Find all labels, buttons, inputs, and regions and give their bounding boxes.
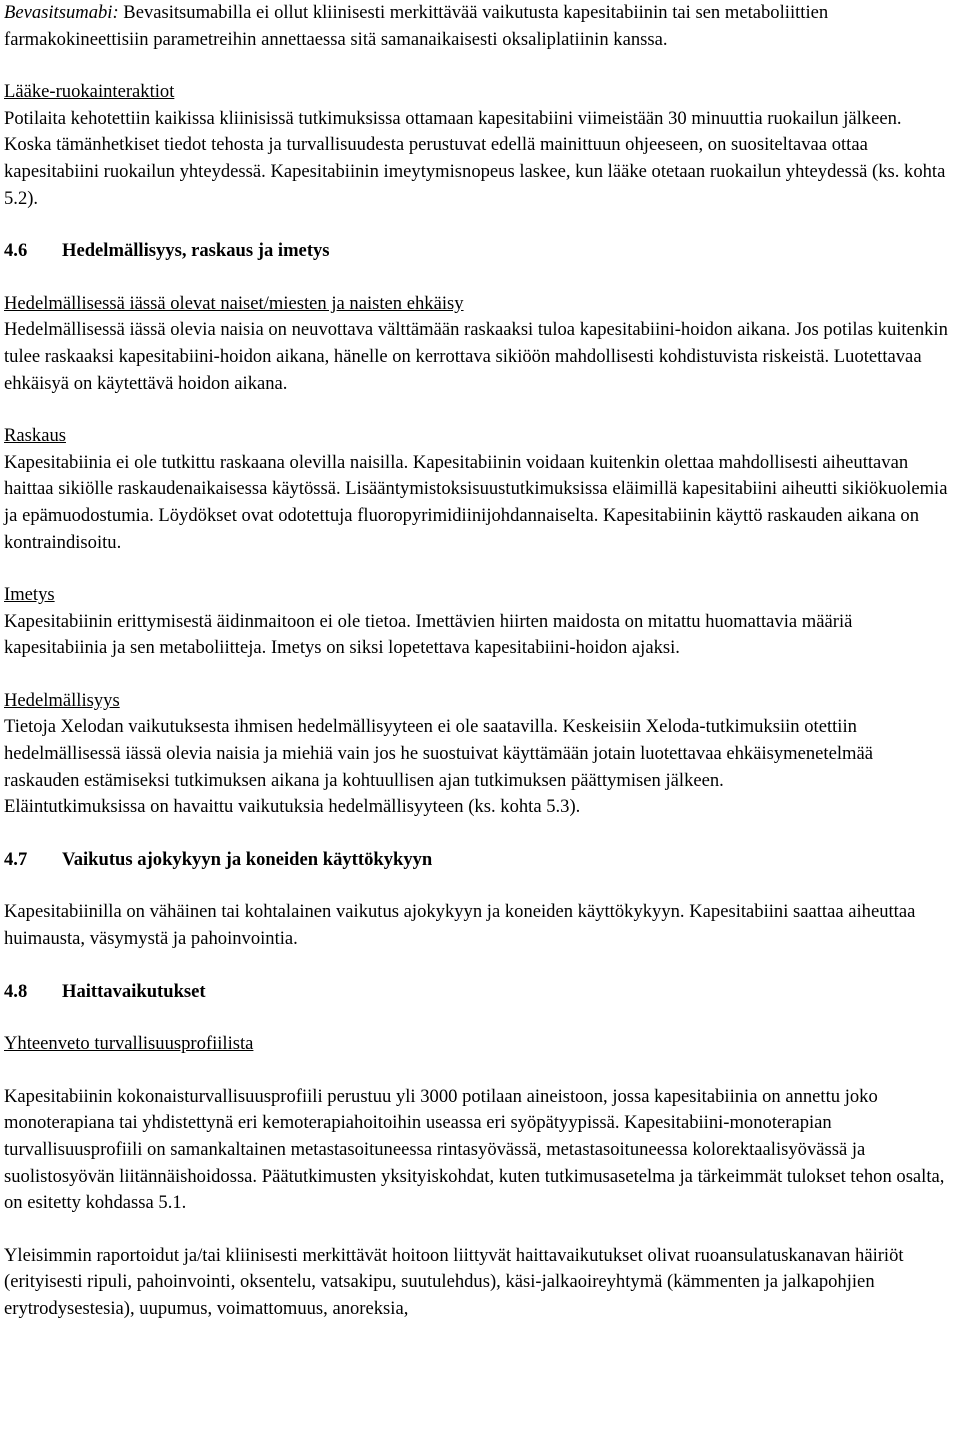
spacer (4, 1058, 948, 1084)
breastfeeding-body: Kapesitabiinin erittymisestä äidinmaitoon ei ole tietoa. Imettävien hiirten maidosta on mitattu huomattavia määriä kapesitabiinia ja sen metaboliitteja. Imetys on siksi lopetettava kapesitabiini-hoidon ajaksi. (4, 610, 853, 659)
common-adverse-effects-body: Yleisimmin raportoidut ja/tai kliinisesti merkittävät hoitoon liittyvät haittavaikutukset olivat ruoansulatuskanavan häiriöt (erityisesti ripuli, pahoinvointi, oksentelu, vatsakipu, suutulehdus), käsi-jalkaoireyhtymä (kämmenten ja jalkapohjien erytrodysestesia), uupumus, voimattomuus, anoreksia, (4, 1244, 904, 1319)
bevacizumab-text: Bevasitsumabilla ei ollut kliinisesti merkittävää vaikutusta kapesitabiinin tai sen metaboliittien farmakokineettisiin parametreihin annettaessa sitä samanaikaisesti oksaliplatiinin kanssa. (4, 2, 829, 50)
section-4-8-title: Haittavaikutukset (62, 980, 206, 1002)
section-4-8-number: 4.8 (4, 980, 28, 1002)
spacer (4, 556, 948, 582)
spacer (4, 873, 948, 899)
pregnancy-body: Kapesitabiinia ei ole tutkittu raskaana olevilla naisilla. Kapesitabiinin voidaan kuitenkin olettaa mahdollisesti aiheuttavan haittaa sikiölle raskaudenaikaisessa käytössä. Lisääntymistoksisuustutkimuksissa eläimillä kapesitabiini aiheutti sikiökuolemia ja epämuodostumia. Löydökset ovat odotettuja fluoropyrimidiinijohdannaiselta. Kapesitabiinin käyttö raskauden aikana on kontraindisoitu. (4, 451, 948, 553)
section-4-6-title: Hedelmällisyys, raskaus ja imetys (62, 240, 330, 262)
section-4-7-heading (4, 847, 948, 874)
spacer (4, 53, 948, 79)
spacer (4, 397, 948, 423)
spacer (4, 1217, 948, 1243)
contraception-body: Hedelmällisessä iässä olevia naisia on neuvottava välttämään raskaaksi tuloa kapesitabiini-hoidon aikana. Jos potilas kuitenkin tulee raskaaksi kapesitabiini-hoidon aikana, hänelle on kerrottava sikiöön mahdollisesti kohdistuvista riskeistä. Luotettavaa ehkäisyä on käytettävä hoidon aikana. (4, 319, 948, 394)
spacer (4, 821, 948, 847)
section-4-6-number: 4.6 (4, 240, 28, 262)
driving-body: Kapesitabiinilla on vähäinen tai kohtalainen vaikutus ajokykyyn ja koneiden käyttökykyyn. Kapesitabiini saattaa aiheuttaa huimausta, väsymystä ja pahoinvointia. (4, 901, 916, 950)
section-4-7-number: 4.7 (4, 848, 28, 870)
bevacizumab-paragraph (4, 0, 948, 53)
section-4-7-title: Vaikutus ajokykyyn ja koneiden käyttökykyyn (62, 848, 433, 870)
safety-summary-subheading: Yhteenveto turvallisuusprofiilista (4, 1033, 254, 1055)
contraception-subheading: Hedelmällisessä iässä olevat naiset/miesten ja naisten ehkäisy (4, 292, 464, 314)
section-4-8-heading (4, 979, 948, 1006)
food-interaction-heading: Lääke-ruokainteraktiot (4, 81, 175, 103)
spacer (4, 1005, 948, 1031)
section-4-6-heading (4, 238, 948, 265)
fertility-body: Tietoja Xelodan vaikutuksesta ihmisen hedelmällisyyteen ei ole saatavilla. Keskeisiin Xeloda-tutkimuksiin otettiin hedelmällisessä iässä olevia naisia ja miehiä vain jos he suostuivat käyttämään jotain luotettavaa ehkäisymenetelmää raskauden estämiseksi tutkimuksen aikana ja kohtuullisen ajan tutkimuksen päättymisen jälkeen. (4, 716, 873, 791)
fertility-subheading: Hedelmällisyys (4, 689, 120, 711)
fertility-animal-body: Eläintutkimuksissa on havaittu vaikutuksia hedelmällisyyteen (ks. kohta 5.3). (4, 796, 581, 818)
breastfeeding-subheading: Imetys (4, 584, 55, 606)
bevacizumab-lead: Bevasitsumabi: (4, 2, 119, 23)
pregnancy-subheading: Raskaus (4, 425, 66, 447)
spacer (4, 662, 948, 688)
food-interaction-body: Potilaita kehotettiin kaikissa kliinisissä tutkimuksissa ottamaan kapesitabiini viimeistään 30 minuuttia ruokailun jälkeen. Koska tämänhetkiset tiedot tehosta ja turvallisuudesta perustuvat edellä mainittuun ohjeeseen, on suositeltavaa ottaa kapesitabiini ruokailun yhteydessä. Kapesitabiinin imeytymisnopeus laskee, kun lääke otetaan ruokailun yhteydessä (ks. kohta 5.2). (4, 107, 946, 209)
spacer (4, 265, 948, 291)
spacer (4, 953, 948, 979)
spacer (4, 212, 948, 238)
safety-summary-body: Kapesitabiinin kokonaisturvallisuusprofiili perustuu yli 3000 potilaan aineistoon, jossa kapesitabiinia on annettu joko monoterapiana tai yhdistettynä eri kemoterapiahoitoihin useassa eri syöpätyypissä. Kapesitabiini-monoterapian turvallisuusprofiili on samankaltainen metastasoituneessa rintasyövässä, metastasoituneessa kolorektaalisyövässä ja suolistosyövän liitännäishoidossa. Päätutkimusten yksityiskohdat, kuten tutkimusasetelma ja tärkeimmät tulokset tehon osalta, on esitetty kohdassa 5.1. (4, 1085, 945, 1214)
